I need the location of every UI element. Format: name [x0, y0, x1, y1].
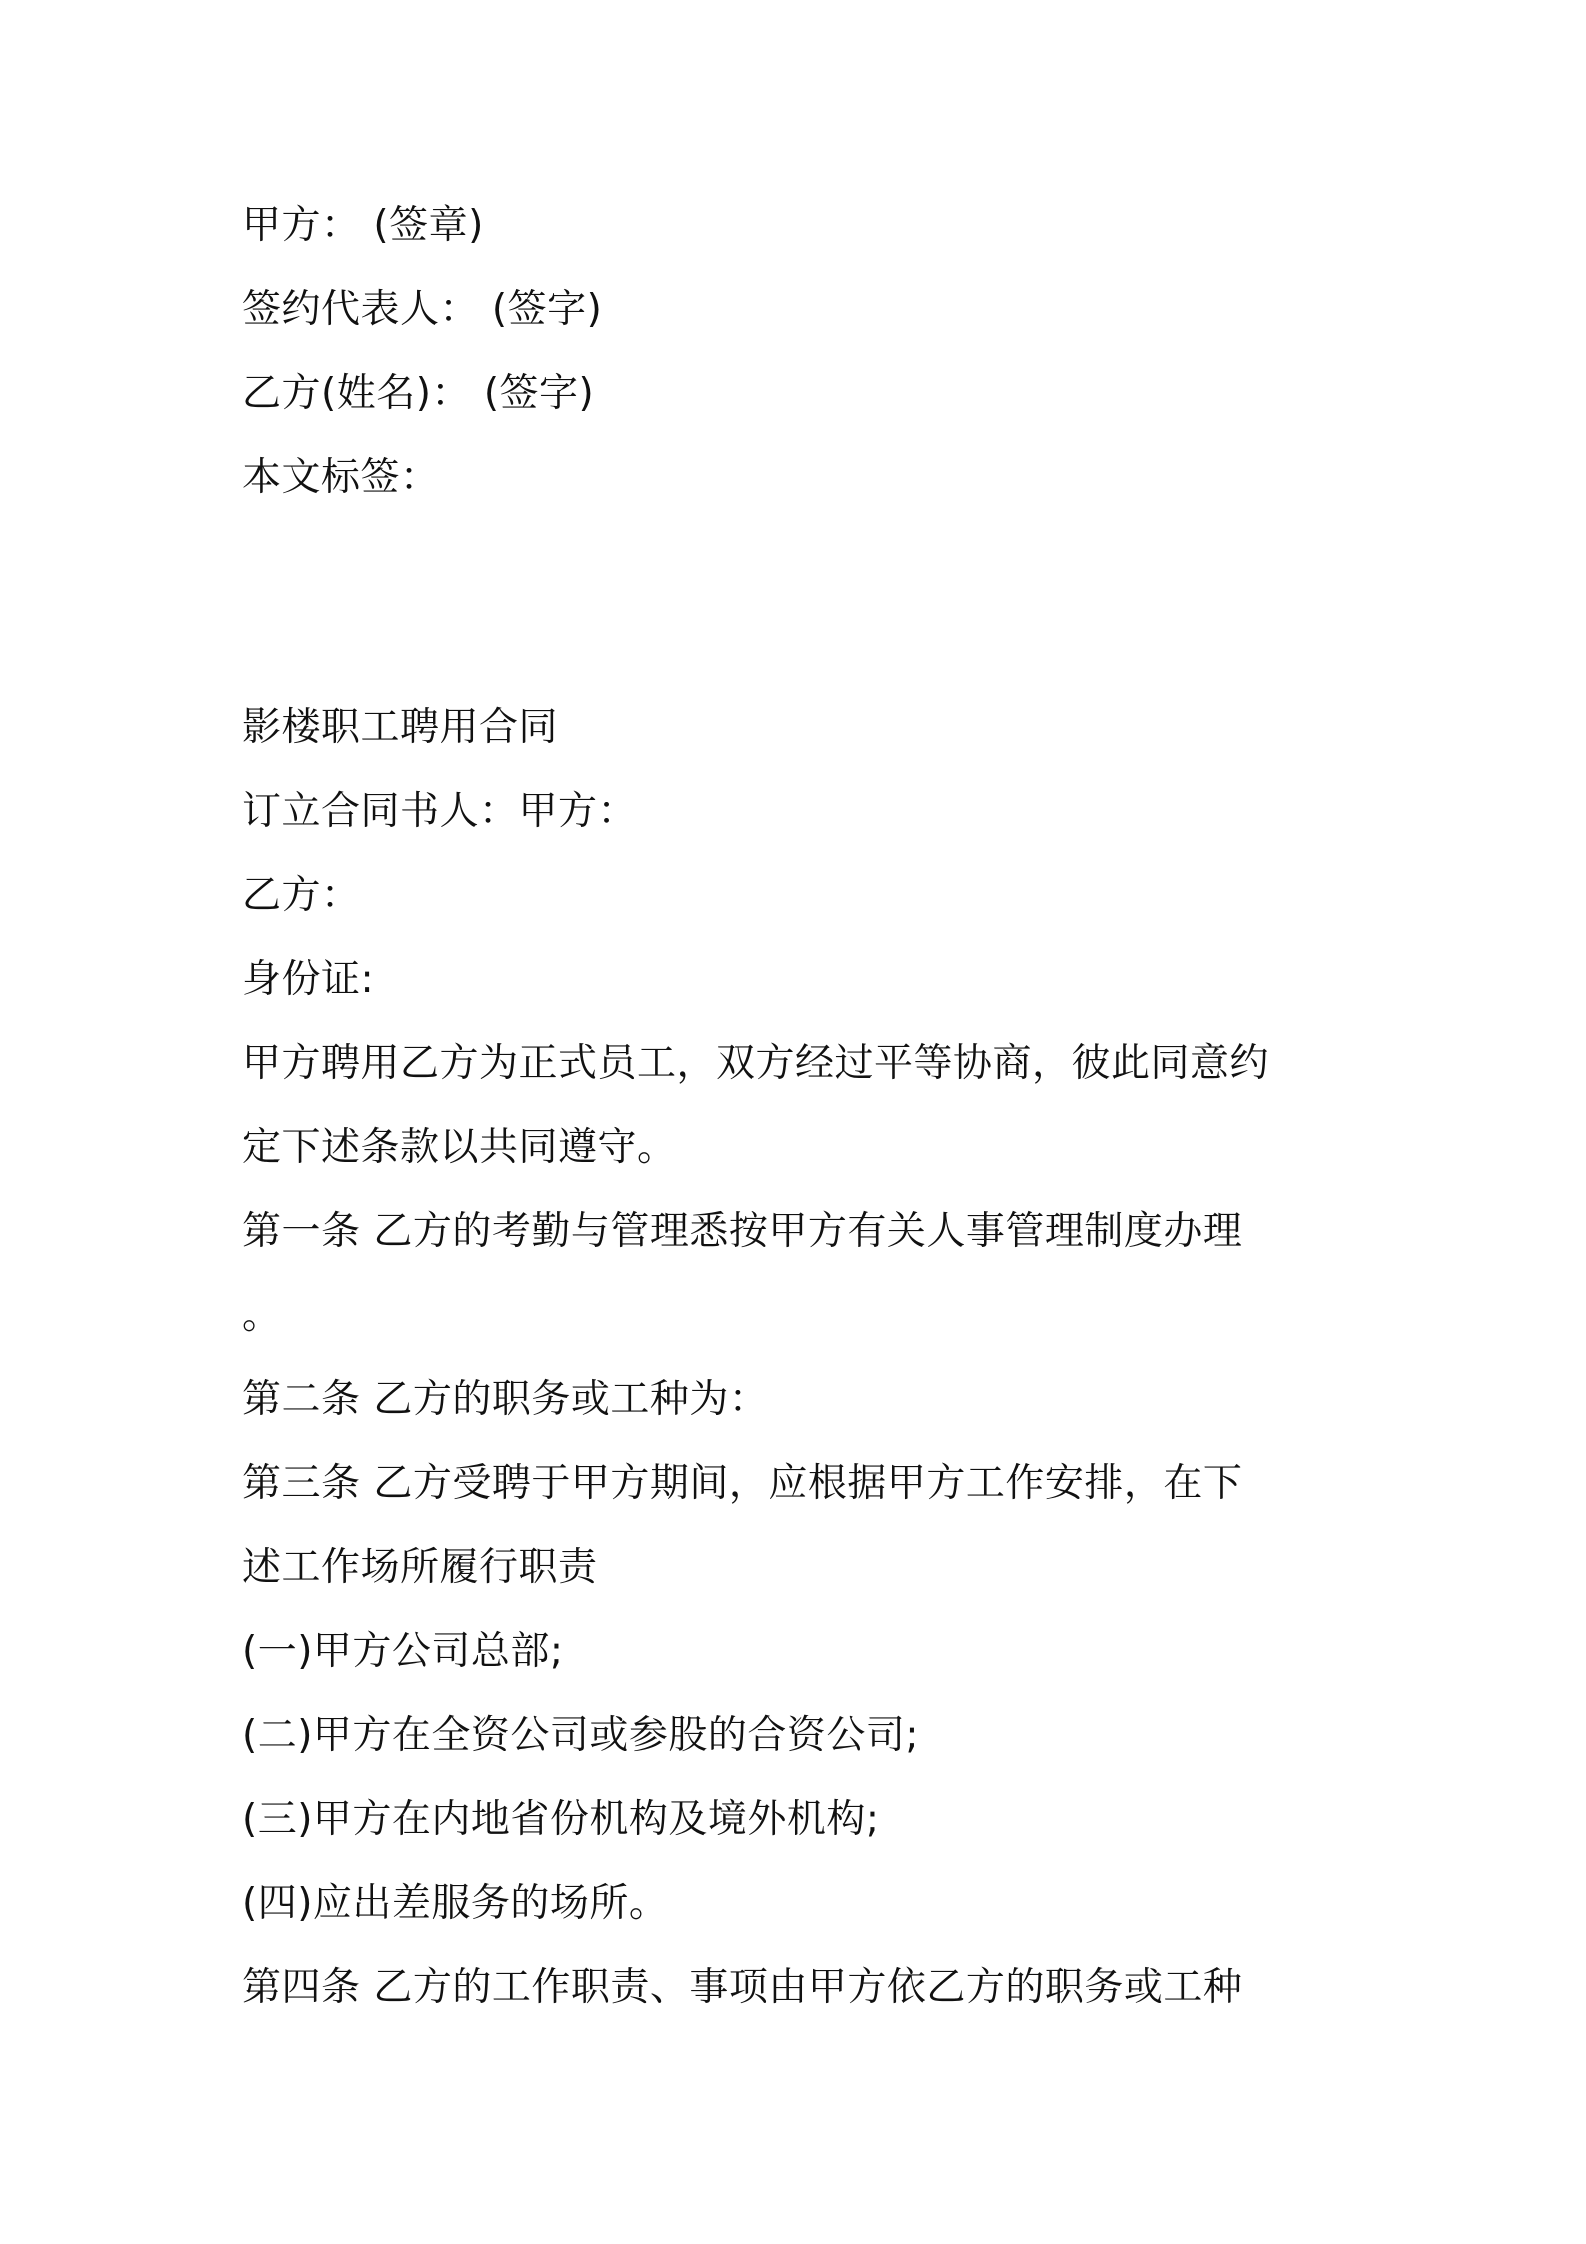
article-3-line-2: 述工作场所履行职责	[242, 1545, 598, 1590]
contract-intro-line-2: 定下述条款以共同遵守。	[242, 1125, 677, 1170]
article-3-line-1: 第三条 乙方受聘于甲方期间，应根据甲方工作安排，在下	[242, 1461, 1243, 1506]
article-1-line-1: 第一条 乙方的考勤与管理悉按甲方有关人事管理制度办理	[242, 1209, 1243, 1254]
contract-intro-line-1: 甲方聘用乙方为正式员工，双方经过平等协商，彼此同意约	[242, 1041, 1270, 1086]
contract-id-card: 身份证:	[242, 957, 375, 1002]
article-2: 第二条 乙方的职务或工种为：	[242, 1377, 769, 1422]
article-1-line-2: 。	[242, 1293, 282, 1338]
workplace-item-1: (一)甲方公司总部;	[242, 1629, 564, 1674]
signature-representative: 签约代表人： (签字)	[242, 287, 603, 332]
signature-party-a: 甲方： (签章)	[242, 203, 484, 248]
workplace-item-3: (三)甲方在内地省份机构及境外机构;	[242, 1797, 880, 1842]
workplace-item-2: (二)甲方在全资公司或参股的合资公司;	[242, 1713, 920, 1758]
signature-party-b: 乙方(姓名)： (签字)	[242, 371, 595, 416]
workplace-item-4: (四)应出差服务的场所。	[242, 1881, 669, 1926]
contract-parties-party-a: 订立合同书人：甲方：	[242, 789, 638, 834]
contract-party-b: 乙方：	[242, 873, 361, 918]
contract-title: 影楼职工聘用合同	[242, 705, 559, 750]
document-tags: 本文标签：	[242, 455, 440, 500]
article-4-line-1: 第四条 乙方的工作职责、事项由甲方依乙方的职务或工种	[242, 1965, 1243, 2010]
